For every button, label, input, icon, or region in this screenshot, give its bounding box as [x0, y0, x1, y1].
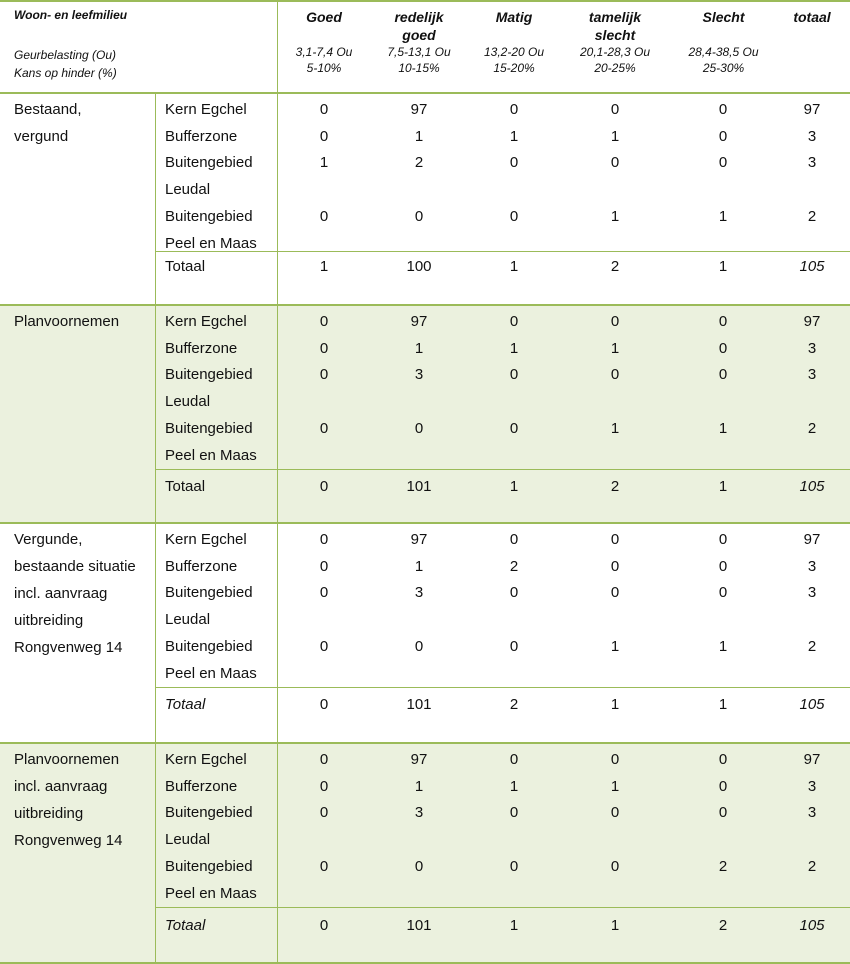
total-row — [0, 253, 850, 280]
cell-value: 97 — [803, 101, 821, 118]
cell-value: 2 — [807, 419, 817, 437]
cell-value: 1 — [414, 557, 424, 575]
cell-value: 1 — [610, 637, 620, 655]
col-header-matig: Matig 13,2-20 Ou 15-20% — [483, 9, 545, 75]
cell-value: 0 — [718, 751, 728, 768]
total-value: 0 — [319, 917, 329, 934]
zone-row — [0, 149, 850, 176]
cell-value: 3 — [807, 154, 817, 172]
section-title-line: uitbreiding — [14, 805, 84, 822]
cell-value: 1 — [414, 339, 424, 357]
cell-value: 0 — [319, 313, 329, 330]
cell-value: 0 — [718, 531, 728, 548]
total-value: 101 — [406, 478, 432, 495]
cell-value: 3 — [807, 127, 817, 145]
cell-value: 1 — [610, 207, 620, 225]
section-title-line: Rongvenweg 14 — [14, 832, 123, 849]
cell-value: 0 — [718, 557, 728, 575]
zone-label: Peel en Maas — [165, 664, 257, 682]
total-value: 1 — [718, 478, 728, 495]
cell-value: 0 — [610, 101, 620, 118]
cell-value: 0 — [509, 857, 519, 875]
zone-row — [0, 361, 850, 388]
col-header-goed: Goed 3,1-7,4 Ou 5-10% — [295, 9, 353, 75]
cell-value: 1 — [509, 127, 519, 145]
cell-value: 0 — [718, 101, 728, 118]
cell-value: 1 — [718, 419, 728, 437]
cell-value: 0 — [319, 101, 329, 118]
cell-value: 0 — [414, 637, 424, 655]
cell-value: 1 — [509, 777, 519, 795]
total-value: 1 — [509, 478, 519, 495]
zone-label: Leudal — [165, 181, 211, 199]
column-divider — [277, 94, 278, 304]
col-header-totaal: totaal — [793, 9, 831, 25]
column-divider — [277, 524, 278, 742]
cell-value: 2 — [718, 857, 728, 875]
cell-value: 0 — [319, 531, 329, 548]
cell-value: 0 — [319, 419, 329, 437]
total-divider — [155, 469, 850, 470]
zone-row — [0, 308, 850, 335]
cell-value: 1 — [718, 637, 728, 655]
cell-value: 0 — [319, 207, 329, 225]
zone-row — [0, 606, 850, 633]
cell-value: 0 — [610, 857, 620, 875]
zone-label: Buitengebied — [165, 804, 253, 822]
cell-value: 1 — [509, 339, 519, 357]
zone-label: Kern Egchel — [165, 313, 247, 330]
col-header-redelijk-goed: redelijk goed 7,5-13,1 Ou 10-15% — [387, 9, 451, 75]
section-title-line: Bestaand, — [14, 101, 82, 118]
cell-value: 97 — [410, 313, 428, 330]
zone-row — [0, 526, 850, 553]
zone-row — [0, 123, 850, 150]
zone-label: Leudal — [165, 831, 211, 849]
cell-value: 0 — [509, 154, 519, 172]
zone-row — [0, 553, 850, 580]
zone-row — [0, 799, 850, 826]
section-title-line: Planvoornemen — [14, 313, 120, 330]
total-label: Totaal — [165, 917, 206, 934]
column-divider — [277, 306, 278, 522]
zone-label: Buitengebied — [165, 366, 253, 384]
zone-row — [0, 442, 850, 469]
cell-value: 1 — [319, 154, 329, 172]
total-row — [0, 691, 850, 718]
column-divider — [155, 94, 156, 304]
zone-row — [0, 176, 850, 203]
section-title-line: bestaande situatie — [14, 558, 136, 575]
total-value: 1 — [509, 917, 519, 934]
cell-value: 0 — [718, 366, 728, 384]
total-divider — [155, 907, 850, 908]
cell-value: 3 — [807, 584, 817, 602]
cell-value: 3 — [414, 804, 424, 822]
total-value: 101 — [406, 917, 432, 934]
cell-value: 0 — [509, 531, 519, 548]
total-value: 1 — [610, 696, 620, 713]
cell-value: 0 — [509, 419, 519, 437]
zone-row — [0, 660, 850, 687]
cell-value: 2 — [807, 857, 817, 875]
cell-value: 3 — [807, 557, 817, 575]
column-divider — [155, 524, 156, 742]
zone-label: Bufferzone — [165, 339, 238, 357]
cell-value: 0 — [509, 207, 519, 225]
cell-value: 2 — [807, 637, 817, 655]
cell-value: 0 — [319, 366, 329, 384]
total-divider — [155, 687, 850, 688]
cell-value: 2 — [414, 154, 424, 172]
cell-value: 0 — [319, 557, 329, 575]
zone-label: Bufferzone — [165, 127, 238, 145]
total-value: 1 — [610, 917, 620, 934]
total-value: 0 — [319, 478, 329, 495]
zone-label: Bufferzone — [165, 557, 238, 575]
total-value: 105 — [799, 917, 825, 934]
zone-label: Kern Egchel — [165, 531, 247, 548]
section-2 — [0, 306, 850, 524]
zone-label: Buitengebied — [165, 637, 253, 655]
cell-value: 0 — [319, 751, 329, 768]
cell-value: 0 — [610, 557, 620, 575]
section-title-line: Rongvenweg 14 — [14, 639, 123, 656]
cell-value: 0 — [509, 751, 519, 768]
cell-value: 0 — [319, 857, 329, 875]
zone-label: Leudal — [165, 611, 211, 629]
cell-value: 0 — [718, 313, 728, 330]
column-divider — [277, 744, 278, 962]
cell-value: 3 — [414, 366, 424, 384]
cell-value: 2 — [807, 207, 817, 225]
zone-row — [0, 746, 850, 773]
zone-label: Bufferzone — [165, 777, 238, 795]
zone-label: Peel en Maas — [165, 884, 257, 902]
cell-value: 1 — [610, 777, 620, 795]
total-label: Totaal — [165, 258, 206, 275]
section-title-line: vergund — [14, 128, 69, 145]
zone-row — [0, 203, 850, 230]
cell-value: 3 — [807, 339, 817, 357]
total-value: 0 — [319, 696, 329, 713]
section-title-line: incl. aanvraag — [14, 585, 108, 602]
section-title-line: Planvoornemen — [14, 751, 120, 768]
zone-label: Buitengebied — [165, 584, 253, 602]
header-divider — [277, 2, 278, 92]
zone-label: Kern Egchel — [165, 751, 247, 768]
total-value: 2 — [610, 478, 620, 495]
header-title: Woon- en leefmilieu — [14, 8, 128, 22]
cell-value: 0 — [509, 584, 519, 602]
total-value: 1 — [509, 258, 519, 275]
cell-value: 0 — [610, 584, 620, 602]
zone-label: Kern Egchel — [165, 101, 247, 118]
section-3 — [0, 524, 850, 744]
zone-label: Buitengebied — [165, 419, 253, 437]
zone-label: Peel en Maas — [165, 234, 257, 252]
cell-value: 0 — [319, 339, 329, 357]
zone-row — [0, 579, 850, 606]
cell-value: 0 — [414, 857, 424, 875]
column-divider — [155, 306, 156, 522]
cell-value: 2 — [509, 557, 519, 575]
zone-row — [0, 633, 850, 660]
header-subtitle-odour: Geurbelasting (Ou) — [14, 48, 117, 62]
cell-value: 97 — [803, 751, 821, 768]
total-value: 1 — [319, 258, 329, 275]
section-title-line: incl. aanvraag — [14, 778, 108, 795]
cell-value: 1 — [414, 127, 424, 145]
cell-value: 0 — [718, 127, 728, 145]
total-value: 105 — [799, 478, 825, 495]
header-subtitle-risk: Kans op hinder (%) — [14, 66, 117, 80]
section-title-line: Vergunde, — [14, 531, 83, 548]
cell-value: 0 — [718, 339, 728, 357]
cell-value: 1 — [610, 127, 620, 145]
zone-label: Peel en Maas — [165, 446, 257, 464]
cell-value: 0 — [610, 313, 620, 330]
zone-row — [0, 853, 850, 880]
cell-value: 0 — [610, 154, 620, 172]
zone-label: Buitengebied — [165, 857, 253, 875]
cell-value: 3 — [807, 804, 817, 822]
total-value: 105 — [799, 258, 825, 275]
cell-value: 97 — [803, 313, 821, 330]
cell-value: 3 — [807, 777, 817, 795]
cell-value: 3 — [807, 366, 817, 384]
cell-value: 97 — [410, 751, 428, 768]
cell-value: 1 — [718, 207, 728, 225]
cell-value: 0 — [509, 101, 519, 118]
cell-value: 0 — [610, 804, 620, 822]
zone-row — [0, 826, 850, 853]
cell-value: 0 — [319, 127, 329, 145]
zone-row — [0, 335, 850, 362]
zone-label: Buitengebied — [165, 207, 253, 225]
cell-value: 0 — [414, 207, 424, 225]
zone-row — [0, 96, 850, 123]
zone-row — [0, 773, 850, 800]
zone-row — [0, 415, 850, 442]
total-value: 2 — [718, 917, 728, 934]
table-header — [0, 0, 850, 94]
cell-value: 0 — [718, 777, 728, 795]
total-label: Totaal — [165, 478, 206, 495]
total-label: Totaal — [165, 696, 206, 713]
cell-value: 0 — [319, 584, 329, 602]
cell-value: 0 — [718, 154, 728, 172]
col-header-slecht: Slecht 28,4-38,5 Ou 25-30% — [688, 9, 759, 75]
cell-value: 0 — [319, 777, 329, 795]
cell-value: 97 — [803, 531, 821, 548]
zone-label: Buitengebied — [165, 154, 253, 172]
cell-value: 1 — [610, 419, 620, 437]
zone-row — [0, 388, 850, 415]
column-divider — [155, 744, 156, 962]
cell-value: 1 — [414, 777, 424, 795]
total-value: 2 — [610, 258, 620, 275]
total-value: 100 — [406, 258, 432, 275]
col-header-tamelijk-slecht: tamelijk slecht 20,1-28,3 Ou 20-25% — [579, 9, 651, 75]
total-row — [0, 473, 850, 500]
cell-value: 0 — [610, 531, 620, 548]
cell-value: 3 — [414, 584, 424, 602]
cell-value: 97 — [410, 531, 428, 548]
total-value: 105 — [799, 696, 825, 713]
zone-label: Leudal — [165, 393, 211, 411]
cell-value: 0 — [414, 419, 424, 437]
cell-value: 0 — [509, 804, 519, 822]
cell-value: 97 — [410, 101, 428, 118]
cell-value: 0 — [610, 751, 620, 768]
cell-value: 0 — [509, 637, 519, 655]
cell-value: 1 — [610, 339, 620, 357]
total-value: 101 — [406, 696, 432, 713]
total-value: 1 — [718, 258, 728, 275]
cell-value: 0 — [718, 584, 728, 602]
section-4 — [0, 744, 850, 964]
total-row — [0, 912, 850, 939]
cell-value: 0 — [319, 637, 329, 655]
cell-value: 0 — [610, 366, 620, 384]
cell-value: 0 — [509, 366, 519, 384]
cell-value: 0 — [509, 313, 519, 330]
section-title-line: uitbreiding — [14, 612, 84, 629]
section-1 — [0, 94, 850, 306]
cell-value: 0 — [319, 804, 329, 822]
total-value: 2 — [509, 696, 519, 713]
total-value: 1 — [718, 696, 728, 713]
cell-value: 0 — [718, 804, 728, 822]
zone-row — [0, 880, 850, 907]
total-divider — [155, 251, 850, 252]
